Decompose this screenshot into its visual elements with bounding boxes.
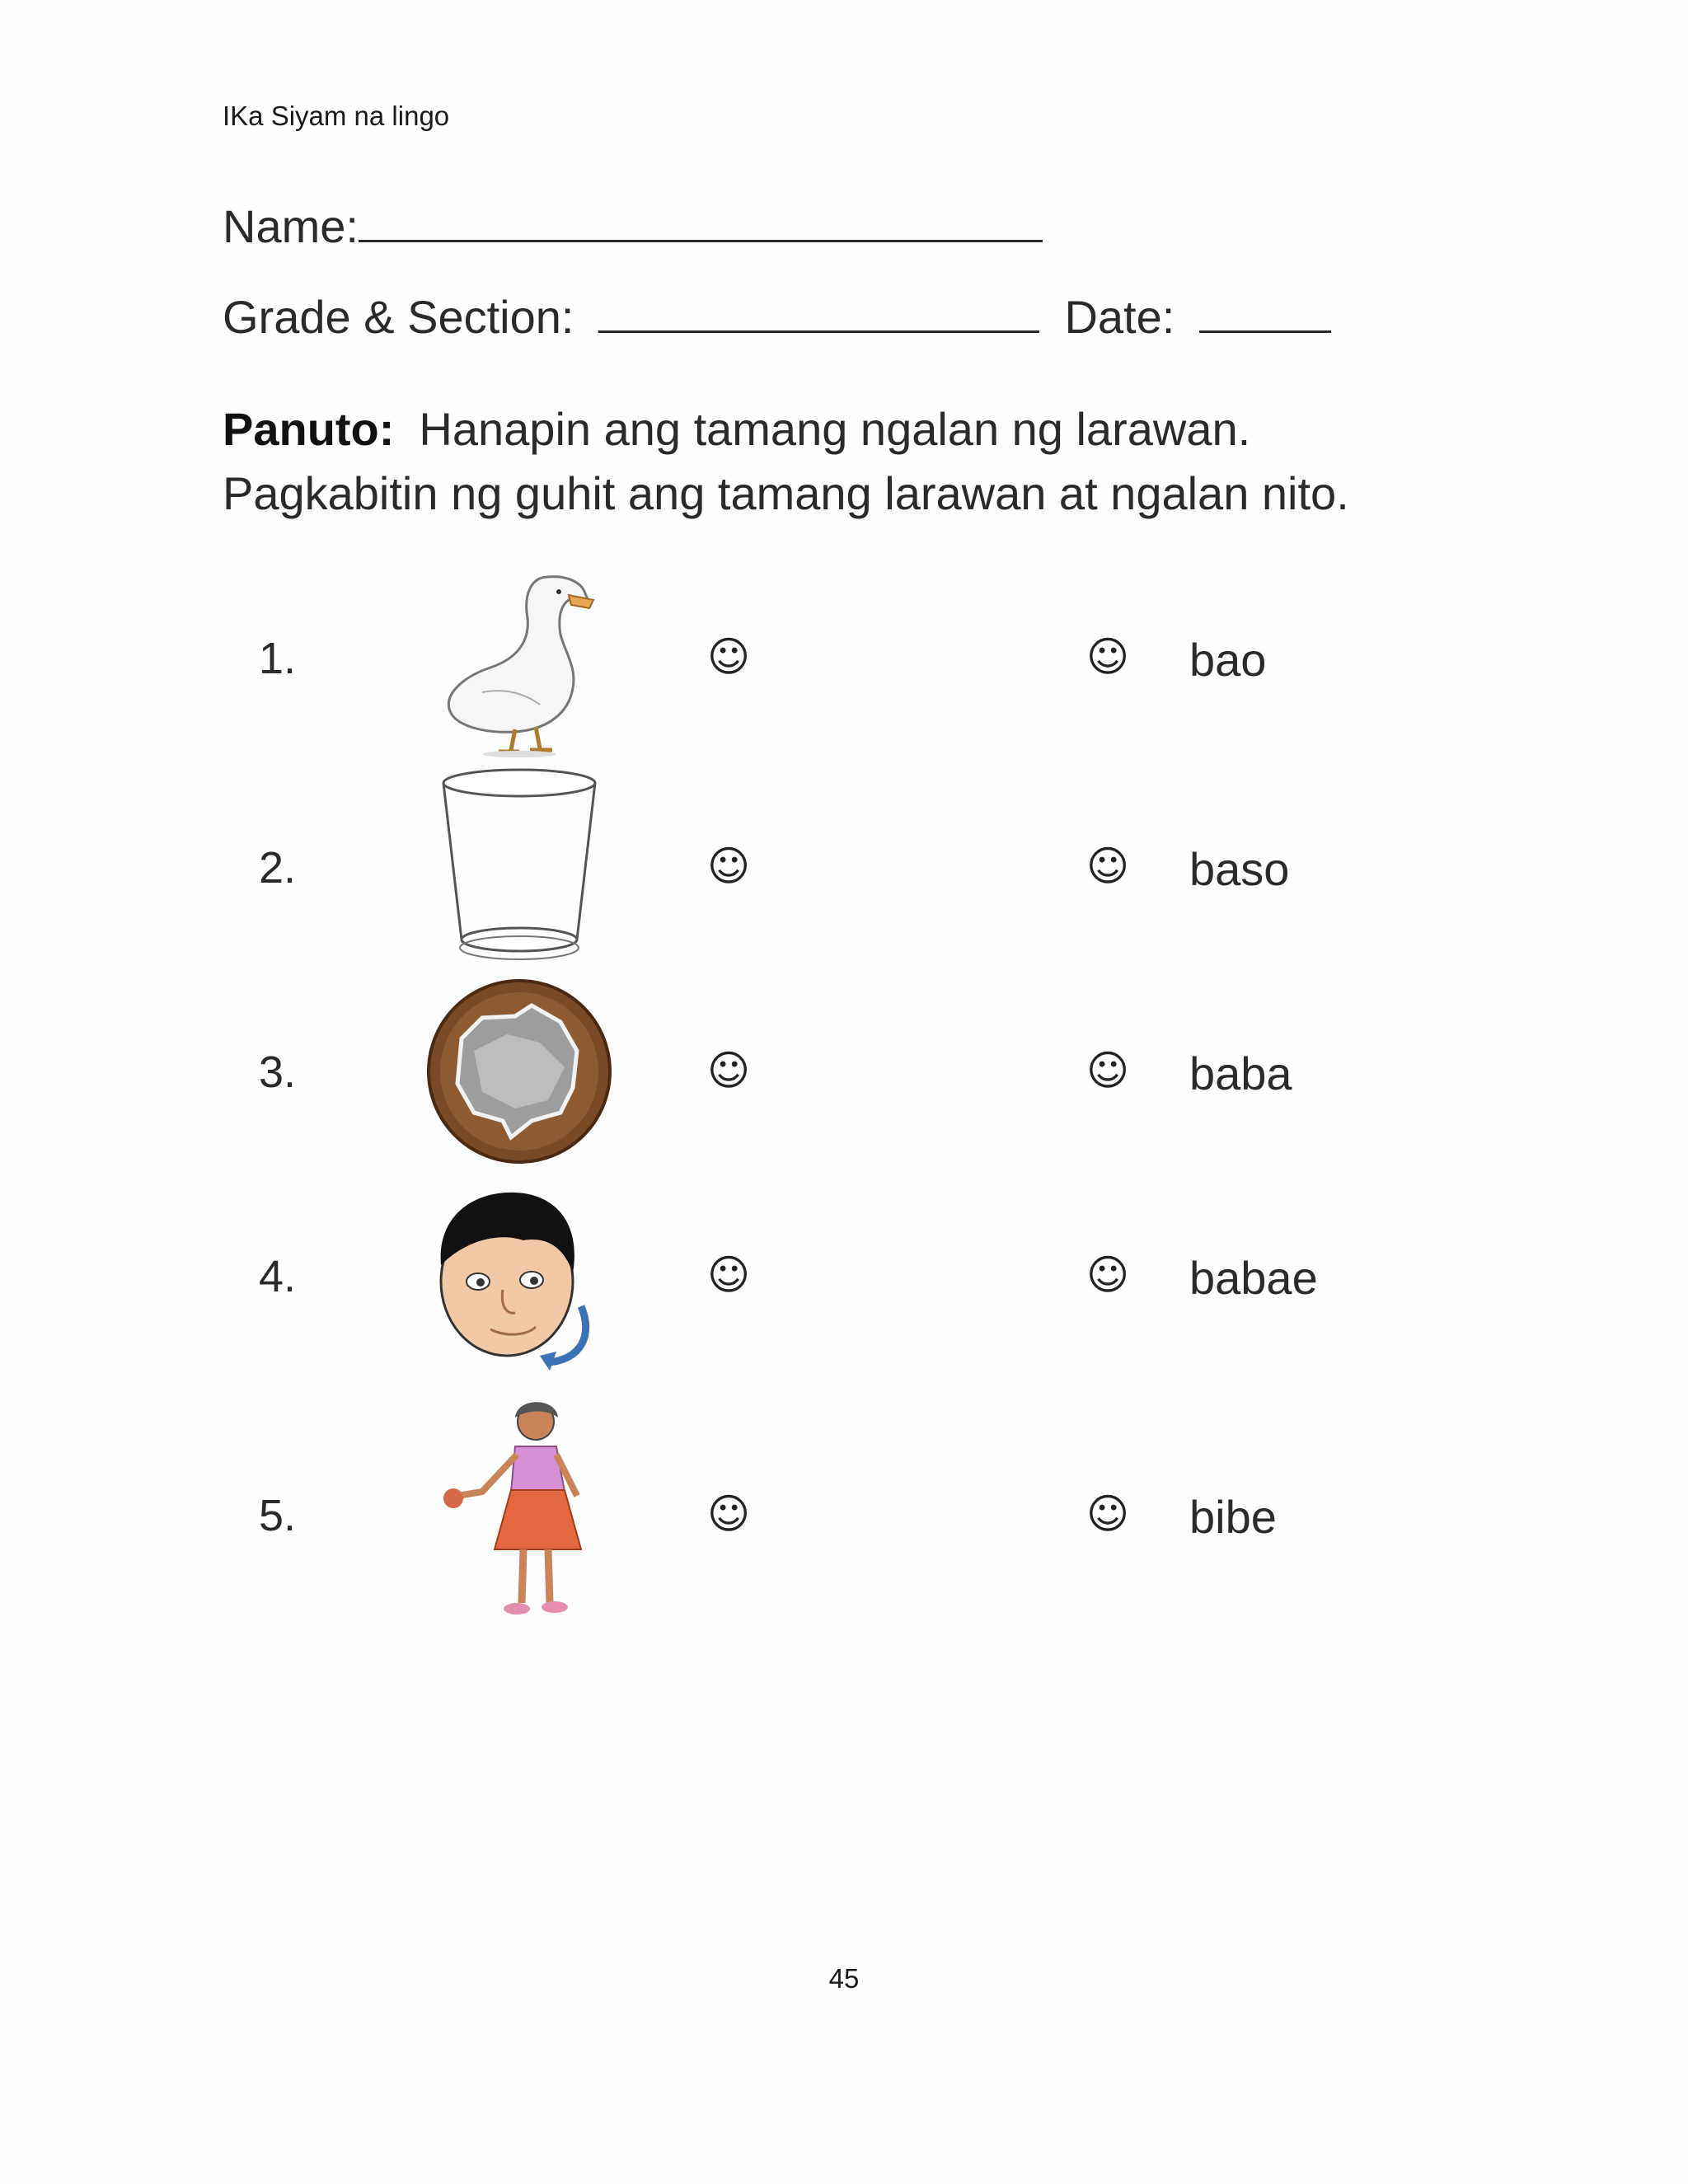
right-dot-3[interactable]: ☺ (1086, 1047, 1130, 1094)
left-dot-5[interactable]: ☺ (707, 1490, 751, 1538)
item-number-2: 2. (259, 843, 297, 893)
left-dot-2[interactable]: ☺ (707, 842, 751, 890)
word-3: baba (1189, 1047, 1292, 1099)
page-number: 45 (828, 1963, 860, 1994)
right-dot-2[interactable]: ☺ (1086, 842, 1130, 890)
left-dot-3[interactable]: ☺ (707, 1047, 751, 1094)
right-dot-1[interactable]: ☺ (1086, 633, 1130, 681)
name-blank-line[interactable] (359, 202, 1043, 242)
right-dot-4[interactable]: ☺ (1086, 1251, 1130, 1299)
word-2: baso (1189, 843, 1290, 895)
coconut-shell-picture (424, 977, 614, 1166)
name-field (223, 199, 1043, 253)
word-5: bibe (1189, 1491, 1277, 1543)
word-4: babae (1189, 1252, 1318, 1304)
left-dot-1[interactable]: ☺ (707, 633, 751, 681)
name-label: Name: (223, 200, 359, 252)
item-number-4: 4. (259, 1252, 297, 1301)
instructions-line-1: Hanapin ang tamang ngalan ng larawan. (419, 403, 1251, 455)
grade-section-label: Grade & Section: (223, 291, 574, 343)
left-dot-4[interactable]: ☺ (707, 1251, 751, 1299)
item-number-5: 5. (259, 1491, 297, 1540)
date-label: Date: (1064, 291, 1175, 343)
girl-picture (424, 1393, 614, 1640)
instructions-line-2: Pagkabitin ng guhit ang tamang larawan at ngalan nito. (223, 467, 1349, 519)
duck-picture (424, 552, 614, 758)
item-number-1: 1. (259, 634, 297, 683)
glass-picture (424, 762, 614, 968)
instructions-label: Panuto: (223, 403, 395, 455)
grade-date-field (223, 290, 1331, 344)
right-dot-5[interactable]: ☺ (1086, 1490, 1130, 1538)
boy-face-picture (424, 1183, 614, 1376)
item-number-3: 3. (259, 1047, 297, 1097)
week-label: IKa Siyam na lingo (223, 101, 450, 131)
word-1: bao (1189, 634, 1267, 686)
date-blank-line[interactable] (1199, 293, 1331, 333)
grade-section-blank-line[interactable] (598, 293, 1039, 333)
instructions (223, 397, 1541, 526)
